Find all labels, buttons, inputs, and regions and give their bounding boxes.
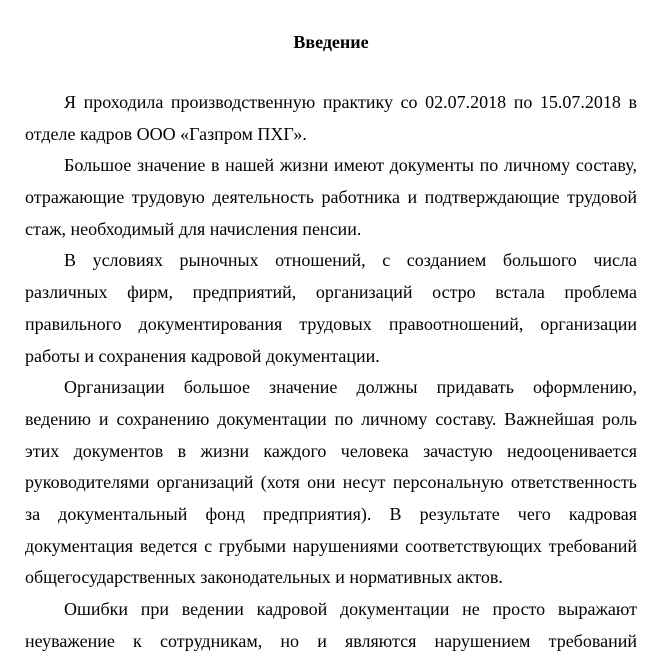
paragraph — [25, 150, 637, 245]
text-line: правильного документирования трудовых правоотношений, организации — [25, 313, 637, 334]
text-line: В условиях рыночных отношений, с созданием большого числа — [64, 250, 637, 271]
text-line: ведению и сохранению документации по личному составу. Важнейшая роль — [25, 408, 637, 429]
text-line: неуважение к сотрудникам, но и являются нарушением требований — [25, 630, 637, 651]
text-line: документация ведется с грубыми нарушениями соответствующих требований — [25, 535, 637, 556]
text-line: за документальный фонд предприятия). В результате чего кадровая — [25, 503, 637, 524]
text-line: общегосударственных законодательных и нормативных актов. — [25, 567, 503, 588]
paragraph — [25, 245, 637, 372]
paragraph — [25, 372, 637, 594]
page-title: Введение — [293, 32, 369, 52]
text-line: различных фирм, предприятий, организаций остро встала проблема — [25, 282, 637, 303]
document-body — [25, 87, 637, 657]
text-line: отделе кадров ООО «Газпром ПХГ». — [25, 123, 307, 144]
paragraph — [25, 594, 637, 657]
text-line: работы и сохранения кадровой документации. — [25, 345, 380, 366]
text-line: Большое значение в нашей жизни имеют документы по личному составу, — [64, 155, 637, 176]
paragraph — [25, 87, 637, 150]
document-page — [25, 26, 637, 657]
text-line: отражающие трудовую деятельность работника и подтверждающие трудовой — [25, 187, 637, 208]
text-line: Ошибки при ведении кадровой документации не просто выражают — [64, 599, 637, 619]
text-line: этих документов в жизни каждого человека зачастую недооценивается — [25, 440, 637, 461]
text-line: Организации большое значение должны придавать оформлению, — [64, 377, 637, 398]
text-line: руководителями организаций (хотя они несут персональную ответственность — [25, 472, 637, 493]
text-line: стаж, необходимый для начисления пенсии. — [25, 218, 362, 239]
text-line: Я проходила производственную практику со 02.07.2018 по 15.07.2018 в — [64, 92, 637, 112]
